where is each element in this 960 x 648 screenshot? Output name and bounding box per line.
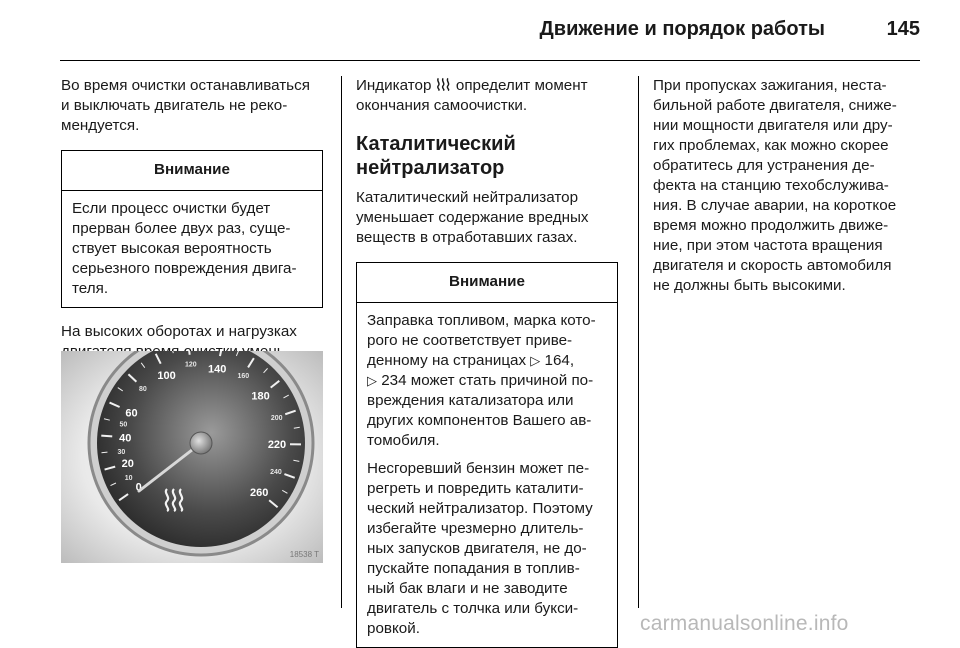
paragraph-catalytic: Каталитический нейтрализатор уменьшает содержание вредных веществ в отработавших газах. [356,188,618,248]
gauge-label-minor: 80 [139,386,147,393]
warning-title: Внимание [62,151,322,191]
column-divider-1 [341,76,342,608]
gauge-tick [101,452,107,453]
section-heading-catalytic-converter: Каталитический нейтрализатор [356,132,618,180]
page-ref-arrow-icon: ▷ [530,353,540,368]
speedometer-figure [61,351,323,563]
column-1 [61,76,323,382]
column-2 [356,76,618,648]
gauge-label-major: 140 [208,364,226,376]
page-ref-234[interactable]: 234 может стать причиной по- [381,372,593,389]
self-cleaning-indicator-icon [436,77,452,91]
gauge-label-minor: 160 [237,373,249,380]
gauge-label-major: 220 [268,439,286,451]
gauge-label-major: 60 [125,407,137,419]
column-3 [653,76,923,296]
gauge-label-minor: 240 [270,469,282,476]
gauge-label-major: 100 [157,370,175,382]
gauge-label-minor: 30 [117,449,125,456]
warning-box-fuel [356,262,618,648]
paragraph-cleaning-stop: Во время очистки останавливаться и выключать двигатель не реко- мендуется. [61,76,323,136]
page-number: 145 [887,18,920,41]
column-divider-2 [638,76,639,608]
warning-body: Если процесс очистки будет прерван более двух раз, суще- ствует высокая вероятность серьезного повреждения двига- теля. [62,191,322,307]
gauge-label-minor: 50 [119,422,127,429]
warning-box-cleaning [61,150,323,308]
gauge-tick [101,436,112,437]
gauge-label-major: 20 [122,458,134,470]
page-ref-arrow-icon: ▷ [367,373,377,388]
paragraph-high-rpm: На высоких оборотах и нагрузках [61,322,323,382]
paragraph-indicator: Индикатор определит момент окончания самоочистки. [356,76,618,116]
warning-title: Внимание [357,263,617,303]
paragraph-misfire: При пропусках зажигания, неста- бильной работе двигателя, сниже- нии мощности двигателя или дру- гих проблемах, как можно скорее обратитесь для устранения де- фекта на станцию техобслужива- ния. В случае аварии, на короткое время можно продолжить движе- ние, при этом частота вращения двигателя и скорость автомобиля не должны быть высокими. [653,76,923,296]
page-ref-164[interactable]: 164, [545,352,575,369]
figure-code: 18538 T [290,550,319,559]
warning-body: Заправка топливом, марка кото- рого не соответствует приве- денному на страницах ▷ 164, ▷ 234 может стать причиной по- вреждения катализатора или других компонентов Вашего ав- томобиля. Несгоревший бензин может пе- регреть и повредить каталити- ческий нейтрализатор. Поэтому избегайте чрезмерно длитель- ных запусков двигателя, не до- пускайте попадания в топлив- ный бак влаги и не заводите двигатель с толчка или букси- ровкой. [357,303,617,647]
gauge-label-minor: 200 [271,415,283,422]
gauge-label-major: 40 [119,432,131,444]
page-header-title: Движение и порядок работы [540,18,825,41]
gauge-label-major: 260 [250,487,268,499]
gauge-hub [190,432,212,454]
gauge-label-minor: 120 [185,362,197,369]
gauge-label-minor: 10 [125,475,133,482]
gauge-label-major: 180 [251,391,269,403]
header-rule [60,60,920,61]
watermark[interactable]: carmanualsonline.info [640,612,849,636]
gauge-label-major: 0 [136,482,142,494]
